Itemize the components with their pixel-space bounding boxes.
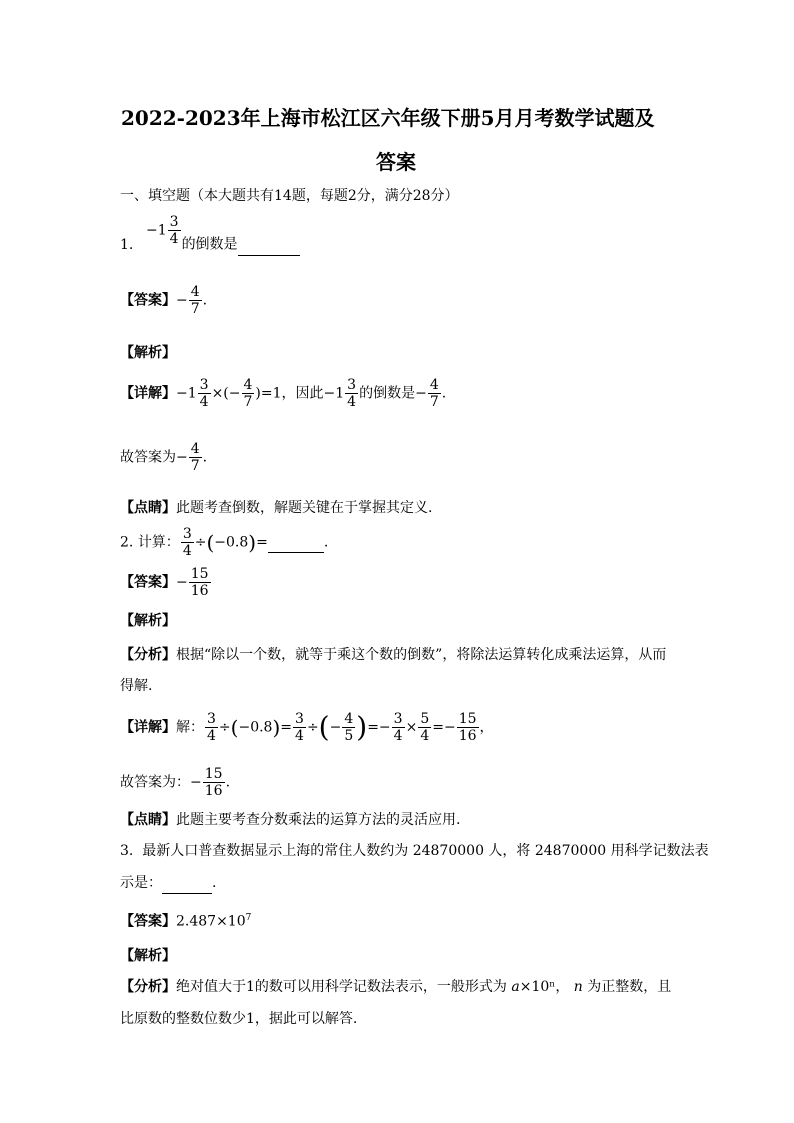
denominator: 7 xyxy=(429,394,439,410)
fraction xyxy=(392,711,405,744)
detail-tag: 【详解】 xyxy=(120,719,176,736)
numerator: 4 xyxy=(243,377,253,393)
fraction xyxy=(428,377,441,410)
expr: ×(− xyxy=(211,385,241,402)
fraction xyxy=(168,214,181,247)
denominator: 4 xyxy=(169,231,179,247)
operator: ÷ xyxy=(194,534,207,551)
operator: ÷ xyxy=(306,719,319,736)
fraction xyxy=(418,711,431,744)
analysis-tag: 【解析】 xyxy=(120,613,176,629)
answer-blank xyxy=(238,235,300,256)
comment-line xyxy=(120,810,460,830)
fraction xyxy=(189,284,202,317)
analysis-text: 根据“除以一个数，就等于乘这个数的倒数”，将除法运算转化成乘法运算，从而 xyxy=(176,647,667,663)
fraction xyxy=(189,566,211,599)
operator: = xyxy=(256,534,268,551)
numerator: 4 xyxy=(429,377,439,393)
question-number: 3. xyxy=(120,843,134,859)
expr: 的倒数是− xyxy=(359,385,427,402)
numerator: 15 xyxy=(458,711,477,727)
analysis-tag: 【解析】 xyxy=(120,948,176,964)
comment-tag: 【点睛】 xyxy=(120,812,176,828)
operator: = xyxy=(280,719,293,736)
answer-tag: 【答案】 xyxy=(120,913,176,930)
fraction xyxy=(242,377,255,410)
denominator: 4 xyxy=(182,543,192,559)
numerator: 5 xyxy=(420,711,430,727)
fraction xyxy=(181,526,194,559)
denominator: 7 xyxy=(190,458,200,474)
fraction xyxy=(293,711,306,744)
numerator: 3 xyxy=(295,711,304,727)
analysis-line-2: 得解. xyxy=(120,678,153,694)
answer-blank xyxy=(268,532,324,553)
question-3 xyxy=(120,841,709,861)
answer-line xyxy=(120,284,207,317)
numerator: 3 xyxy=(393,711,403,727)
operator: ÷ xyxy=(218,719,231,736)
numerator: 3 xyxy=(199,377,209,393)
mixed-number xyxy=(146,214,182,247)
detail-label: 解： xyxy=(176,719,204,736)
answer-tag: 【答案】 xyxy=(120,574,176,591)
answer-blank xyxy=(162,873,212,894)
fraction xyxy=(457,711,479,744)
fraction xyxy=(198,377,211,410)
operator: =− xyxy=(432,719,456,736)
fenxi-tag: 【分析】 xyxy=(120,647,176,663)
numerator: 15 xyxy=(204,766,223,782)
detail-line: 【详解】解： $\frac{3}{4}$ ÷(−0.8)= $\frac{3}{4}$ ÷(− $\frac{4}{5}$ )=− $\frac{3}{4}$ × $\frac{5}{4}$ =− $\frac{15}{16}$ ， xyxy=(120,710,494,744)
numerator: 3 xyxy=(169,214,179,230)
numerator: 4 xyxy=(190,441,200,457)
sign: − xyxy=(176,574,188,591)
punct: . xyxy=(225,774,231,791)
denominator: 7 xyxy=(243,394,253,410)
numerator: 3 xyxy=(182,526,192,542)
expr: −1 xyxy=(176,385,197,402)
detail-line xyxy=(120,377,446,410)
question-label: 计算： xyxy=(137,534,180,551)
fraction xyxy=(345,377,358,410)
answer-line xyxy=(120,908,251,932)
expr: )=1，因此−1 xyxy=(255,385,345,402)
exponent: 7 xyxy=(245,913,252,923)
numerator: 3 xyxy=(207,711,216,727)
answer-line xyxy=(120,566,212,599)
question-number: 1. xyxy=(120,236,134,253)
question-number: 2. xyxy=(120,534,134,551)
numerator: 15 xyxy=(190,566,209,582)
variable: a xyxy=(511,979,520,995)
sign: − xyxy=(176,292,188,309)
denominator: 4 xyxy=(199,394,209,410)
answer-tag: 【答案】 xyxy=(120,292,176,309)
punct: . xyxy=(441,385,447,402)
denominator: 5 xyxy=(344,728,354,744)
detail-tag: 【详解】 xyxy=(120,385,176,402)
comment-text: 此题主要考查分数乘法的运算方法的灵活应用. xyxy=(176,812,461,828)
comment-line xyxy=(120,498,432,518)
question-text: 示是： xyxy=(120,875,162,891)
question-text: 的倒数是 xyxy=(181,236,238,253)
fraction xyxy=(205,711,218,744)
denominator: 4 xyxy=(207,728,216,744)
punct: . xyxy=(212,875,217,891)
fraction xyxy=(203,766,225,799)
analysis-line xyxy=(120,977,671,997)
answer-value: 2.487×10 xyxy=(176,913,246,930)
final-answer-line xyxy=(120,441,207,474)
expr: −0.8 xyxy=(214,534,249,551)
comment-text: 此题考查倒数，解题关键在于掌握其定义. xyxy=(176,500,433,516)
comment-tag: 【点睛】 xyxy=(120,500,176,516)
denominator: 4 xyxy=(420,728,430,744)
question-text: 最新人口普查数据显示上海的常住人数约为 24870000 人，将 24870000 用科学记数法表 xyxy=(142,843,709,859)
denominator: 16 xyxy=(458,728,477,744)
punct: . xyxy=(202,449,208,466)
final-answer-line xyxy=(120,766,230,799)
final-prefix: 故答案为− xyxy=(120,449,188,466)
sign: − xyxy=(329,719,342,736)
operator: =− xyxy=(367,719,391,736)
variable: n xyxy=(573,979,583,995)
question-3-line-2 xyxy=(120,873,216,894)
denominator: 16 xyxy=(190,583,209,599)
question-1 xyxy=(120,214,300,261)
denominator: 16 xyxy=(204,783,223,799)
denominator: 4 xyxy=(393,728,403,744)
punct: . xyxy=(202,292,208,309)
fraction xyxy=(342,711,355,744)
numerator: 3 xyxy=(347,377,357,393)
analysis-line-2: 比原数的整数位数少1，据此可以解答. xyxy=(120,1011,358,1027)
fenxi-tag: 【分析】 xyxy=(120,979,176,995)
denominator: 7 xyxy=(190,301,200,317)
analysis-text: 绝对值大于1的数可以用科学记数法表示，一般形式为 xyxy=(176,979,507,995)
analysis-text: ×10ⁿ， xyxy=(519,979,570,995)
operator: × xyxy=(405,719,418,736)
numerator: 4 xyxy=(344,711,354,727)
analysis-text: 为正整数，且 xyxy=(582,979,672,995)
analysis-line xyxy=(120,645,666,665)
mixed-whole: −1 xyxy=(146,222,167,239)
question-2: 2. 计算： $\frac{3}{4}$ ÷(−0.8)= . xyxy=(120,526,329,559)
section-heading: 一、填空题（本大题共有14题，每题2分，满分28分） xyxy=(120,188,459,204)
fraction xyxy=(189,441,202,474)
expr: −0.8 xyxy=(238,719,273,736)
punct: . xyxy=(323,534,329,551)
denominator: 4 xyxy=(347,394,357,410)
numerator: 4 xyxy=(190,284,200,300)
page-title-line2: 答案 xyxy=(376,150,416,174)
page-title: 2022-2023年上海市松江区六年级下册5月月考数学试题及 xyxy=(121,106,655,130)
analysis-tag: 【解析】 xyxy=(120,345,176,361)
final-prefix: 故答案为：− xyxy=(120,774,202,791)
denominator: 4 xyxy=(295,728,304,744)
punct: ， xyxy=(479,719,494,736)
